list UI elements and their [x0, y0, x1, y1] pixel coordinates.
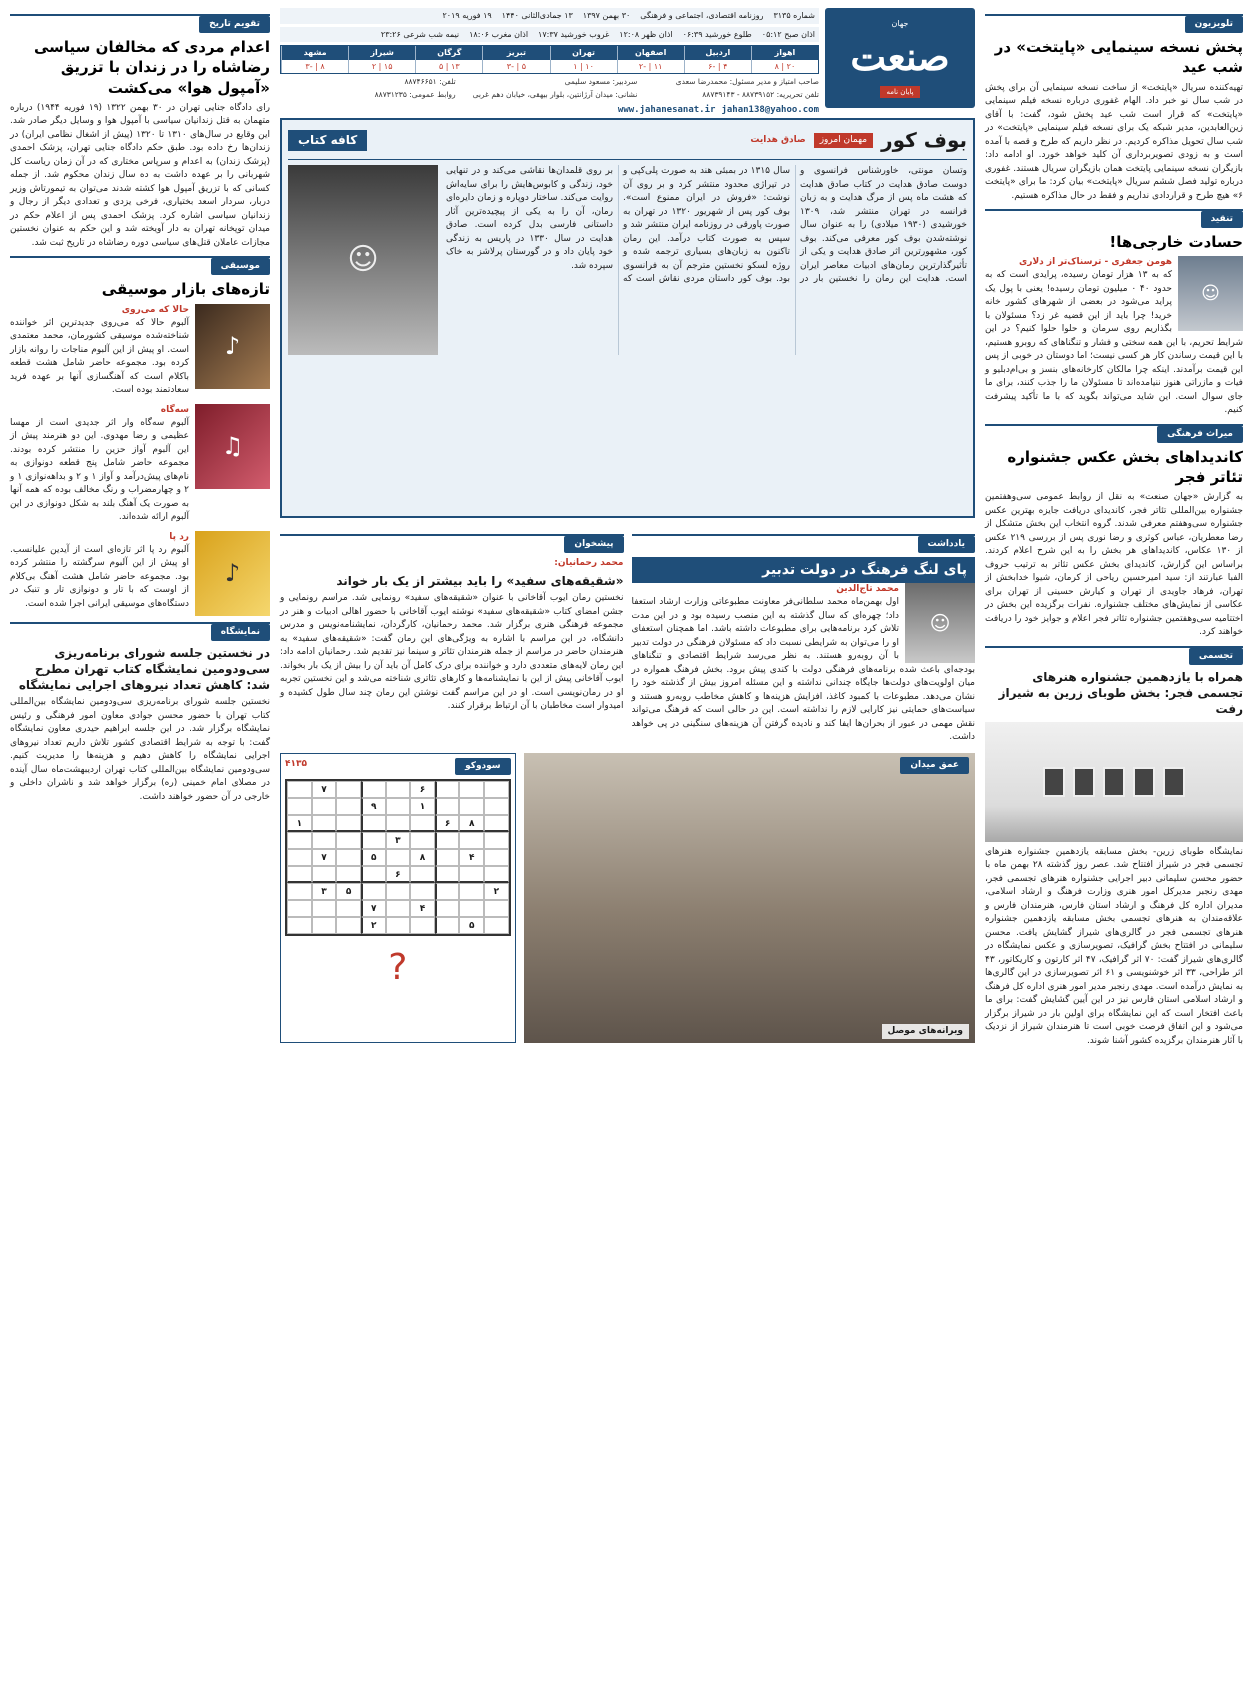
sudoku-cell[interactable]: [484, 866, 509, 883]
album-cover: ♫: [195, 404, 270, 489]
album-body: آلبوم حالا که می‌روی جدیدترین اثر خواننده شناخته‌شده موسیقی کشورمان، محمد معتمدی است. او پیش از این آلبوم مناجات را روانه بازار کرده بود. مجموعه حاضر شامل هشت قطعه باکلام است که آهنگسازی آنها بر عهده فرید سعادتمند بوده است.: [10, 317, 189, 396]
section-tab: پیشخوان: [564, 536, 623, 553]
sudoku-cell[interactable]: [435, 798, 460, 815]
sudoku-cell[interactable]: ۶: [386, 866, 411, 883]
sudoku-cell[interactable]: ۹: [361, 798, 386, 815]
artwork-frame: [1073, 767, 1095, 797]
credit-line: سردبیر: مسعود سلیمی: [564, 77, 638, 87]
sudoku-cell[interactable]: [336, 798, 361, 815]
section-tab: تجسمی: [1189, 648, 1243, 665]
sudoku-cell[interactable]: [386, 798, 411, 815]
weather-city: اصفهان: [617, 46, 684, 60]
headline: در نخستین جلسه شورای برنامه‌ریزی سی‌ودومین نمایشگاه کتاب تهران مطرح شد: کاهش تعداد نیروهای اجرایی نمایشگاه: [18, 645, 270, 693]
sudoku-cell[interactable]: [459, 900, 484, 917]
headline: حسادت خارجی‌ها!: [1109, 233, 1243, 252]
feature-header: [288, 126, 967, 160]
headline: تازه‌های بازار موسیقی: [101, 280, 270, 299]
sudoku-cell[interactable]: [336, 866, 361, 883]
section-tab: تنقید: [1201, 211, 1243, 228]
weather-city: گرگان: [415, 46, 482, 60]
sudoku-cell[interactable]: [410, 866, 435, 883]
section-bar: [280, 534, 624, 553]
prayer-time: اذان مغرب ۱۸:۰۶: [469, 29, 529, 39]
mosul-photo: [524, 753, 975, 1043]
sudoku-cell[interactable]: [459, 883, 484, 900]
section-tab: تلویزیون: [1185, 16, 1243, 33]
weather-temp: ۱۵ | ۲: [348, 60, 415, 74]
weather-city: شیراز: [348, 46, 415, 60]
album-body: آلبوم سه‌گاه وار اثر جدیدی است از مهسا عظیمی و رضا مهدوی. این دو هنرمند پیش از این آلبوم آواز حزین را منتشر کرده بودند. مجموعه حاضر شامل پنج قطعه دونوازی به نام‌های پیش‌درآمد و آواز ۱ و ۲ و بداهه‌نوازی ۱ و ۲ و چهارمضراب و رنگ مخالف بوده که همه آنها به صورت یک آهنگ بلند به شکل دونوازی در این آلبوم ارائه شده‌اند.: [10, 417, 189, 523]
logo-sub: پایان نامه: [880, 86, 919, 98]
sudoku-cell[interactable]: [484, 917, 509, 934]
sudoku-cell[interactable]: [361, 781, 386, 798]
feature-title: بوف کور: [881, 128, 967, 152]
article-title: پای لنگ فرهنگ در دولت تدبیر: [632, 557, 976, 583]
web-row: [280, 104, 819, 117]
article-body: اول بهمن‌ماه محمد سلطانی‌فر معاونت مطبوعاتی وزارت ارشاد استعفا داد؛ چهره‌ای که سال گذشته به این منصب رسیده بود و در این مدت تلاش کرد برنامه‌هایی برای مطبوعات داشته باشد. اما همچنان استعفای او را می‌توان به شرایطی نسبت داد که مسئولان فرهنگی در دولت تدبیر با آن روبه‌رو هستند. به نظر می‌رسد شرایط اقتصادی و تنگناهای بودجه‌ای باعث شده برنامه‌های فرهنگی دولت با کندی پیش برود. بخش فرهنگ همواره در میان اولویت‌های دولت‌ها جایگاه چندانی نداشته و این مسئله امروز بیش از گذشته خود را نشان می‌دهد. مطبوعات با کمبود کاغذ، افزایش هزینه‌ها و کاهش مخاطب روبه‌رو هستند و سیاست‌های حمایتی نیز کارایی لازم را نداشته است. این در حالی است که فرهنگ می‌تواند نقش مهمی در عبور از بحران‌ها ایفا کند و نادیده گرفتن آن هزینه‌های سنگینی در پی خواهد داشت.: [631, 597, 975, 743]
album-item: [10, 404, 270, 525]
sudoku-cell[interactable]: [484, 781, 509, 798]
sudoku-cell[interactable]: [435, 917, 460, 934]
sudoku-cell[interactable]: [336, 849, 361, 866]
credit-line: تلفن تحریریه: ۸۸۷۳۹۱۵۲ - ۸۸۷۳۹۱۴۳: [702, 90, 819, 100]
sudoku-cell[interactable]: [336, 832, 361, 849]
guest-label: مهمان امروز: [814, 133, 873, 148]
logo-label: جهان: [891, 18, 909, 28]
section-bar: [10, 14, 270, 33]
feature-body: [288, 165, 967, 355]
sudoku-cell[interactable]: [484, 832, 509, 849]
sudoku-cell[interactable]: ۴: [459, 849, 484, 866]
sudoku-cell[interactable]: ۵: [459, 917, 484, 934]
sudoku-cell[interactable]: [287, 883, 312, 900]
feature-text: [446, 165, 967, 355]
question-mark-icon: ?: [388, 946, 408, 988]
sudoku-cell[interactable]: [459, 832, 484, 849]
article-body: نخستین جلسه شورای برنامه‌ریزی سی‌ودومین نمایشگاه بین‌المللی کتاب تهران با حضور محسن جوادی معاون امور فرهنگی و رئیس نمایشگاه برگزار شد. در این جلسه ابراهیم حیدری معاون نمایشگاه گفت: با توجه به شرایط اقتصادی کشور تلاش داریم تعداد نیروهای اجرایی نمایشگاه را کاهش دهیم و هزینه‌ها را مدیریت کنیم. سی‌ودومین نمایشگاه بین‌المللی کتاب تهران اردیبهشت‌ماه سال آینده در مصلای امام خمینی (ره) برگزار خواهد شد و ناشران داخلی و خارجی در آن حضور خواهند داشت.: [10, 697, 270, 802]
prayer-time: طلوع خورشید ۰۶:۳۹: [682, 29, 752, 39]
sudoku-cell[interactable]: [410, 917, 435, 934]
weather-temp: ۲۰ | ۸: [751, 60, 818, 74]
album-title: حالا که می‌روی: [121, 304, 189, 315]
section-bar: [10, 256, 270, 275]
section-tab: یادداشت: [918, 536, 975, 553]
date-en: ۱۹ فوریه ۲۰۱۹: [442, 11, 492, 20]
portrait-photo: ☺: [288, 165, 438, 355]
credit-line: صاحب امتیاز و مدیر مسئول: محمدرضا سعدی: [675, 77, 819, 87]
sudoku-cell[interactable]: ۵: [336, 883, 361, 900]
cafe-ketab-badge: کافه کتاب: [288, 130, 367, 151]
album-title: سه‌گاه: [160, 404, 189, 415]
article-body: رای دادگاه جنایی تهران در ۳۰ بهمن ۱۳۲۲ (۱۹ فوریه ۱۹۴۴) درباره متهمان به قتل زندانیان سیاسی با آمپول هوا و وسایل دیگر صادر شد. این وقایع در سال‌های ۱۳۱۰ تا ۱۳۲۰ (پیش از اشغال نظامی ایران) در زندان‌ها رخ داده بود. طبق حکم دادگاه جنایی تهران، پزشک احمدی (پزشک زندان) به اعدام و سرپاس مختاری که در آن زمان ریاست کل شهربانی را بر عهده داشت به ده سال زندان محکوم شد. از جمله کسانی که با تزریق آمپول هوا کشته شدند می‌توان به تیمورتاش وزیر دربار، سردار اسعد بختیاری، فرخی یزدی و تعدادی دیگر از رجال و زندانیان سیاسی اشاره کرد. پزشک احمدی پس از اعلام حکم در میدان توپخانه تهران به دار آویخته شد و این حکم به عنوان نخستین مجازات عاملان قتل‌های سیاسی دوره رضاشاه در تاریخ ثبت شد.: [10, 102, 271, 248]
sudoku-cell[interactable]: ۳: [386, 832, 411, 849]
sudoku-cell[interactable]: [435, 883, 460, 900]
section-tab: تقویم تاریخ: [199, 16, 270, 33]
sudoku-cell[interactable]: [287, 849, 312, 866]
artwork-frame: [1133, 767, 1155, 797]
prayer-time: غروب خورشید ۱۷:۳۷: [538, 29, 610, 39]
email-link[interactable]: jahan138@yahoo.com: [721, 105, 819, 116]
sudoku-cell[interactable]: [287, 798, 312, 815]
sudoku-cell[interactable]: [410, 832, 435, 849]
author-name: هومن جعفری - ترسناک‌تر از دلاری: [1019, 257, 1172, 268]
prayer-time: نیمه شب شرعی ۲۳:۲۶: [380, 29, 460, 39]
weather-city: اهواز: [751, 46, 818, 60]
weather-temp: ۵ | -۳: [482, 60, 549, 74]
headline: پخش نسخه سینمایی «پایتخت» در شب عید: [994, 38, 1243, 77]
sudoku-cell[interactable]: [287, 781, 312, 798]
sudoku-cell[interactable]: [484, 798, 509, 815]
weather-city: تبریز: [482, 46, 549, 60]
guest-name: صادق هدایت: [750, 134, 806, 145]
sudoku-cell[interactable]: ۶: [435, 815, 460, 832]
masthead: [280, 8, 975, 116]
article-b: [280, 528, 624, 745]
sudoku-cell[interactable]: [435, 781, 460, 798]
article-title: «شقیقه‌های سفید» را باید بیشتر از یک بار خواند: [336, 574, 624, 589]
left-column: [10, 8, 270, 1673]
album-title: رد پا: [169, 531, 189, 542]
sudoku-cell[interactable]: [386, 815, 411, 832]
weather-temp: ۸ | -۳: [281, 60, 348, 74]
credit-line: روابط عمومی: ۸۸۷۳۱۲۳۵: [374, 90, 456, 100]
sudoku-cell[interactable]: [386, 883, 411, 900]
section-tab: سودوکو: [455, 758, 511, 775]
section-tab: عمق میدان: [900, 757, 969, 774]
sudoku-cell[interactable]: [484, 849, 509, 866]
sudoku-cell[interactable]: ۱: [287, 815, 312, 832]
sudoku-cell[interactable]: [287, 917, 312, 934]
sudoku-cell[interactable]: ۲: [484, 883, 509, 900]
section-tab: میراث فرهنگی: [1157, 426, 1243, 443]
sudoku-cell[interactable]: ۸: [410, 849, 435, 866]
sudoku-cell[interactable]: ۲: [361, 917, 386, 934]
sudoku-cell[interactable]: [287, 866, 312, 883]
article-body: نخستین رمان ایوب آقاخانی با عنوان «شقیقه‌های سفید» رونمایی شد. مراسم رونمایی و جشن امضای کتاب «شقیقه‌های سفید» نوشته ایوب آقاخانی با حضور اهالی ادبیات و هنر در مجموعه فرهنگی هنری برگزار شد. محمد رحمانیان، کارگردان، نمایشنامه‌نویس و مدرس دانشگاه، در این مراسم با اشاره به ویژگی‌های این رمان گفت: «شقیقه‌های سفید» به هنرمندان حاضر در مراسم از جمله هنرمندان تئاتر و سینما نیز تقدیم شد. رحمانیان ادامه داد: این رمان لایه‌های متعددی دارد و خواننده برای درک کامل آن باید آن را بیش از یک بار بخواند. ایوب آقاخانی پیش از این با نمایشنامه‌ها و کارهای تئاتری شناخته می‌شد و این نخستین تجربه او در رمان‌نویسی است. او در این مراسم گفت نوشتن این رمان چند سال طول کشیده و امیدوار است مخاطبان با آن ارتباط برقرار کنند.: [280, 593, 624, 712]
article-body: وتسان مونتی، خاورشناس فرانسوی و دوست صادق هدایت در کتاب صادق هدایت که هشت ماه پس از مرگ هدایت و به زبان فرانسه در تهران منتشر شد، ۱۳۰۹ خورشیدی (۱۹۳۰ میلادی) را به عنوان سال نوشته‌شدن بوف کور معرفی می‌کند. بوف کور، مشهورترین اثر صادق هدایت و یکی از تأثیرگذارترین رمان‌های ادبیات معاصر ایران است. هدایت این رمان را نخستین بار در سال ۱۳۱۵ در بمبئی هند به صورت پلی‌کپی و در تیراژی محدود منتشر کرد و بر روی آن نوشت: «فروش در ایران ممنوع است». بوف کور پس از شهریور ۱۳۲۰ در تهران به صورت پاورقی در روزنامه ایران منتشر شد و سپس به صورت کتاب درآمد. این رمان تاکنون به زبان‌های بسیاری ترجمه شده و روژه لسکو نخستین مترجم آن به فرانسوی بود. بوف کور داستان مردی نقاش است که بر روی قلمدان‌ها نقاشی می‌کند و در تنهایی خود، زندگی و کابوس‌هایش را برای سایه‌اش روایت می‌کند. ساختار دوپاره و زمان دایره‌ای رمان، آن را به یکی از پیچیده‌ترین آثار داستانی فارسی بدل کرده است. صادق هدایت در سال ۱۳۳۰ در پاریس به زندگی خود پایان داد و در گورستان پرلاشز به خاک سپرده شد.: [446, 166, 967, 284]
sudoku-cell[interactable]: ۷: [361, 900, 386, 917]
sudoku-cell[interactable]: [459, 798, 484, 815]
sudoku-cell[interactable]: [312, 900, 337, 917]
section-bar: [985, 646, 1243, 665]
date-ar: ۱۳ جمادی‌الثانی ۱۴۴۰: [501, 11, 573, 20]
weather-temp: ۱۱ | -۲: [617, 60, 684, 74]
sudoku-cell[interactable]: [336, 900, 361, 917]
sudoku-cell[interactable]: [361, 815, 386, 832]
album-item: [10, 304, 270, 398]
article-body: نمایشگاه طوبای زرین- بخش مسابقه یازدهمین جشنواره هنرهای تجسمی فجر در شیراز افتتاح شد. عصر روز گذشته ۲۸ بهمن ماه با حضور محسن سلیمانی دبیر اجرایی جشنواره هنرهای تجسمی فجر، مهدی رنجبر مدیرکل امور هنری وزارت فرهنگ و ارشاد اسلامی، مدیران اداره کل فرهنگ و ارشاد استان فارس، هنرمندان فارس و علاقه‌مندان به هنرهای تجسمی بخش مسابقه یازدهمین جشنواره هنرهای تجسمی فجر در گالری‌های شیراز گشایش یافت. محسن سلیمانی در افتتاح بخش گرافیک، تصویرسازی و عکس نمایشگاه در گالری‌های شیراز گفت: ۷۰ اثر گرافیک، ۴۷ اثر کارتون و کاریکاتور، ۴۳ اثر طراحی، ۳۳ اثر خوشنویسی و ۶۱ اثر تصویرسازی در این گالری‌ها به نمایش درآمده است. مهدی رنجبر مدیر امور هنری اداره کل فرهنگ و ارشاد اسلامی استان فارس نیز در این آیین گشایش گفت: برای ما باعث افتخار است که این نمایشگاه برای اولین بار در شیراز برگزار می‌شود و این اتفاق فرصت خوبی است تا هنرمندان شیراز از نزدیک با آثار هنرمندان برگزیده کشور آشنا شوند.: [985, 846, 1244, 1046]
sudoku-cell[interactable]: [459, 781, 484, 798]
artwork-frame: [1163, 767, 1185, 797]
section-bar: [985, 209, 1243, 228]
sudoku-cell[interactable]: [386, 781, 411, 798]
sudoku-cell[interactable]: [459, 866, 484, 883]
weather-temp: ۱۰ | ۱: [550, 60, 617, 74]
issue-number: شماره ۳۱۳۵: [773, 11, 815, 20]
weather-city: تهران: [550, 46, 617, 60]
headline: کاندیداهای بخش عکس جشنواره تئاتر فجر: [1007, 447, 1243, 487]
masthead-info: [280, 8, 819, 116]
article-body: که به ۱۳ هزار تومان رسیده، پرایدی است که به حدود ۴۰ ۰ میلیون تومان رسیده! یعنی با پول یک پراید می‌شود در بعضی از شهرهای کشور خانه خرید! چرا باید از این قضیه غر زد؟ مسئولان با بگذاریم روی سرمان و حلوا حلوا کنیم؟ در این شرایط تحریم، با این همه سختی و فشار و تنگناهای که روبرو هستیم، با این قیمت رساندن کار هر کسی نیست؛ اما دوستان در خوبی از پس این قیمت برآمدند. اینکه چرا مالکان کارخانه‌های بنسز و بی‌ام‌دبلیو و فیات و مازراتی هنوز ننیامده‌اند تا مسئولان ما را جذب کنند، برای ما جای سوال است. این شاید می‌تواند بگوید که با ما تأکید پیشرفت کنیم.: [985, 270, 1243, 416]
date-fa: ۳۰ بهمن ۱۳۹۷: [582, 11, 631, 20]
author-photo: ☺: [1178, 256, 1243, 331]
sudoku-cell[interactable]: ۵: [361, 849, 386, 866]
article-body: تهیه‌کننده سریال «پایتخت» از ساخت نسخه سینمایی آن برای پخش در شب سال نو خبر داد. الهام غفوری درباره نسخه فیلم سینمایی «پایتخت» که قرار است شب عید پخش شود، گفت: با آقای زین‌العابدین، مدیر شبکه یک برای نسخه فیلم سینمایی «پایتخت» در شب سال تحویل مذاکره کردیم. در نظر داریم که طرح و قصه با آمده است و به زودی تصویربرداری آن کلید خواهد خورد. او ادامه داد: بازیگران نسخه سینمایی پایتخت همان بازیگران سریال هستند. غفوری درباره تولید فصل ششم سریال «پایتخت» بیان کرد: ما برای «پایتخت ۶» هیچ طرح و قراردادی نداریم و فقط در حال مذاکره هستیم.: [985, 82, 1243, 201]
section-bar: [985, 424, 1243, 443]
sudoku-grid: [285, 779, 511, 936]
sudoku-cell[interactable]: ۱: [410, 798, 435, 815]
album-cover: ♪: [195, 531, 270, 616]
sudoku-cell[interactable]: ۷: [312, 781, 337, 798]
author-name: محمد تاج‌الدین: [836, 584, 899, 595]
weather-temp: ۱۳ | ۵: [415, 60, 482, 74]
sudoku-cell[interactable]: [361, 866, 386, 883]
section-tab: نمایشگاه: [211, 624, 270, 641]
sudoku-cell[interactable]: [435, 900, 460, 917]
sudoku-cell[interactable]: [386, 849, 411, 866]
sudoku-cell[interactable]: ۷: [312, 849, 337, 866]
sudoku-cell[interactable]: [410, 883, 435, 900]
sudoku-cell[interactable]: [312, 798, 337, 815]
article-body: به گزارش «جهان صنعت» به نقل از روابط عمومی سی‌وهفتمین جشنواره بین‌المللی تئاتر فجر، کاندیدای دریافت جایزه بهترین عکس جشنواره سی‌وهفتم معرفی شدند. گروه انتخاب این بخش متشکل از رضا معطریان، عباس کوثری و رضا نوری پس از بررسی ۲۱۹ عکس از ۱۳۰ عکاس، کاندیداهای هر بخش را به این شرح اعلام کردند. براساس این گزارش، کاندیدای بخش عکس تئاتر به ترتیب حروف الفبا عبارتند از: سید امیرحسین ریاحی از کرمان، شیوا خدابخش از تهران، فرهاد جاویدی از تهران و کیارش حسینی از تهران برای عکاسی از نمایش‌های مختلف جشنواره. نفرات برگزیده این بخش در اختتامیه سی‌وهفتمین جشنواره تئاتر فجر اعلام و جوایز خود را دریافت خواهند کرد.: [985, 492, 1243, 638]
sudoku-cell[interactable]: ۶: [410, 781, 435, 798]
sudoku-cell[interactable]: [312, 866, 337, 883]
sudoku-cell[interactable]: [484, 815, 509, 832]
photo-caption: ویرانه‌های موصل: [882, 1024, 969, 1039]
right-column: [985, 8, 1243, 1673]
credits: [280, 77, 819, 101]
logo: [825, 8, 975, 108]
sudoku-cell[interactable]: [312, 917, 337, 934]
middle-lower: [280, 528, 975, 1673]
headline: همراه با یازدهمین جشنواره هنرهای تجسمی فجر: بخش طوبای زرین به شیراز رفت: [998, 669, 1243, 717]
article-a: [632, 528, 976, 745]
section-bar: [985, 14, 1243, 33]
sudoku-cell[interactable]: [484, 900, 509, 917]
album-cover: ♪: [195, 304, 270, 389]
tagline: روزنامه اقتصادی، اجتماعی و فرهنگی: [640, 11, 764, 20]
section-bar: [632, 534, 976, 553]
sudoku-cell[interactable]: [386, 900, 411, 917]
sudoku-cell[interactable]: [336, 917, 361, 934]
section-tab: موسیقی: [211, 258, 270, 275]
album-item: [10, 531, 270, 616]
sudoku-cell[interactable]: [312, 815, 337, 832]
sudoku-cell[interactable]: [410, 815, 435, 832]
sudoku-cell[interactable]: [336, 781, 361, 798]
artwork-frame: [1043, 767, 1065, 797]
sudoku-cell[interactable]: [336, 815, 361, 832]
sudoku-cell[interactable]: ۸: [459, 815, 484, 832]
sudoku-cell[interactable]: [287, 832, 312, 849]
sudoku-cell[interactable]: [361, 832, 386, 849]
bottom-row: [280, 753, 975, 1043]
section-bar: [10, 622, 270, 641]
sudoku-number: ۴۱۳۵: [285, 758, 307, 769]
logo-text: صنعت: [850, 34, 950, 80]
gallery-photo: [985, 722, 1243, 842]
sudoku-cell[interactable]: [312, 832, 337, 849]
prayer-times: [280, 27, 819, 43]
feature-box: [280, 118, 975, 518]
credit-line: تلفن: ۸۸۷۴۶۶۵۱: [404, 77, 456, 87]
album-body: آلبوم رد پا اثر تازه‌ای است از آیدین علیانسب. او پیش از این آلبوم سرگشته را منتشر کرده بود. مجموعه حاضر شامل هشت آهنگ بی‌کلام از اوست که با تار و دونوازی تار و تنبک در دستگاه‌های موسیقی ایرانی اجرا شده است.: [10, 544, 189, 609]
sudoku-cell[interactable]: ۳: [312, 883, 337, 900]
weather-city: مشهد: [281, 46, 348, 60]
prayer-time: اذان ظهر ۱۲:۰۸: [619, 29, 673, 39]
credit-line: نشانی: میدان آرژانتین، بلوار بیهقی، خیابان دهم غربی: [472, 90, 638, 100]
artwork-frame: [1103, 767, 1125, 797]
sudoku-box: [280, 753, 516, 1043]
author-photo: ☺: [905, 583, 975, 663]
weather-temp: ۴ | -۶: [684, 60, 751, 74]
sudoku-cell[interactable]: [435, 866, 460, 883]
article-pair: [280, 528, 975, 745]
sudoku-cell[interactable]: ۴: [410, 900, 435, 917]
date-line: [280, 8, 819, 24]
weather-city: اردبیل: [684, 46, 751, 60]
website-link[interactable]: www.jahanesanat.ir: [617, 105, 716, 116]
article-kicker: محمد رحمانیان:: [554, 558, 624, 569]
sudoku-cell[interactable]: [386, 917, 411, 934]
weather-table: [280, 45, 819, 74]
sudoku-cell[interactable]: [361, 883, 386, 900]
headline: اعدام مردی که مخالفان سیاسی رضاشاه را در زندان با تزریق «آمپول هوا» می‌کشت: [34, 38, 270, 97]
prayer-time: اذان صبح ۰۵:۱۲: [761, 29, 815, 39]
sudoku-cell[interactable]: [287, 900, 312, 917]
sudoku-cell[interactable]: [435, 832, 460, 849]
sudoku-cell[interactable]: [435, 849, 460, 866]
